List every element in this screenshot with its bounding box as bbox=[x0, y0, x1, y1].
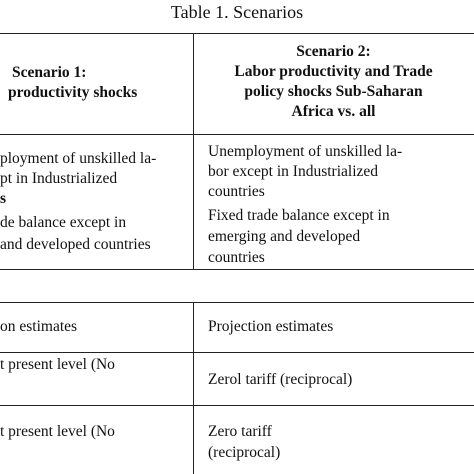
lower-table-top-border bbox=[0, 302, 474, 303]
upper-table-bottom-border bbox=[0, 269, 474, 270]
scenario1-closure-line5: and developed countries bbox=[0, 236, 151, 253]
lower-row1-left: on estimates bbox=[0, 318, 78, 335]
scenario2-header-line3: policy shocks Sub-Saharan bbox=[244, 83, 423, 100]
lower-row3-left: t present level (No bbox=[0, 423, 115, 440]
scenario2-closure-line3: countries bbox=[208, 183, 265, 200]
header-divider bbox=[0, 134, 474, 135]
table-top-border bbox=[0, 33, 474, 34]
lower-row3-right-line1: Zero tariff bbox=[208, 423, 272, 440]
column-divider-lower bbox=[193, 302, 194, 474]
scenario1-closure-line3: s bbox=[0, 190, 7, 207]
scenario2-header-line4: Africa vs. all bbox=[291, 103, 376, 120]
scenario2-closure-line6: countries bbox=[208, 249, 265, 266]
scenario2-closure-line4: Fixed trade balance except in bbox=[208, 207, 390, 224]
scenario1-closure-line1: ployment of unskilled la- bbox=[0, 150, 157, 167]
scenario2-closure-line5: emerging and developed bbox=[208, 228, 361, 245]
scenario2-closure-line1: Unemployment of unskilled la- bbox=[208, 143, 403, 160]
scenario2-header-line2: Labor productivity and Trade bbox=[234, 63, 433, 80]
scenario1-closure-line2: pt in Industrialized bbox=[0, 170, 118, 187]
scenario1-header-line1: Scenario 1: bbox=[12, 64, 87, 81]
lower-row2-right: Zerol tariff (reciprocal) bbox=[208, 371, 353, 388]
lower-row1-right: Projection estimates bbox=[208, 318, 334, 335]
scenario2-closure-line2: bor except in Industrialized bbox=[208, 163, 379, 180]
scenario1-closure-line4: de balance except in bbox=[0, 214, 127, 231]
lower-row2-left: t present level (No bbox=[0, 356, 115, 373]
scenario2-header-line1: Scenario 2: bbox=[296, 43, 371, 60]
lower-row-divider-1 bbox=[0, 352, 474, 353]
table-title: Table 1. Scenarios bbox=[170, 2, 304, 22]
scenario1-header-line2: productivity shocks bbox=[8, 84, 138, 101]
lower-row3-right-line2: (reciprocal) bbox=[208, 444, 281, 461]
lower-row-divider-2 bbox=[0, 405, 474, 406]
